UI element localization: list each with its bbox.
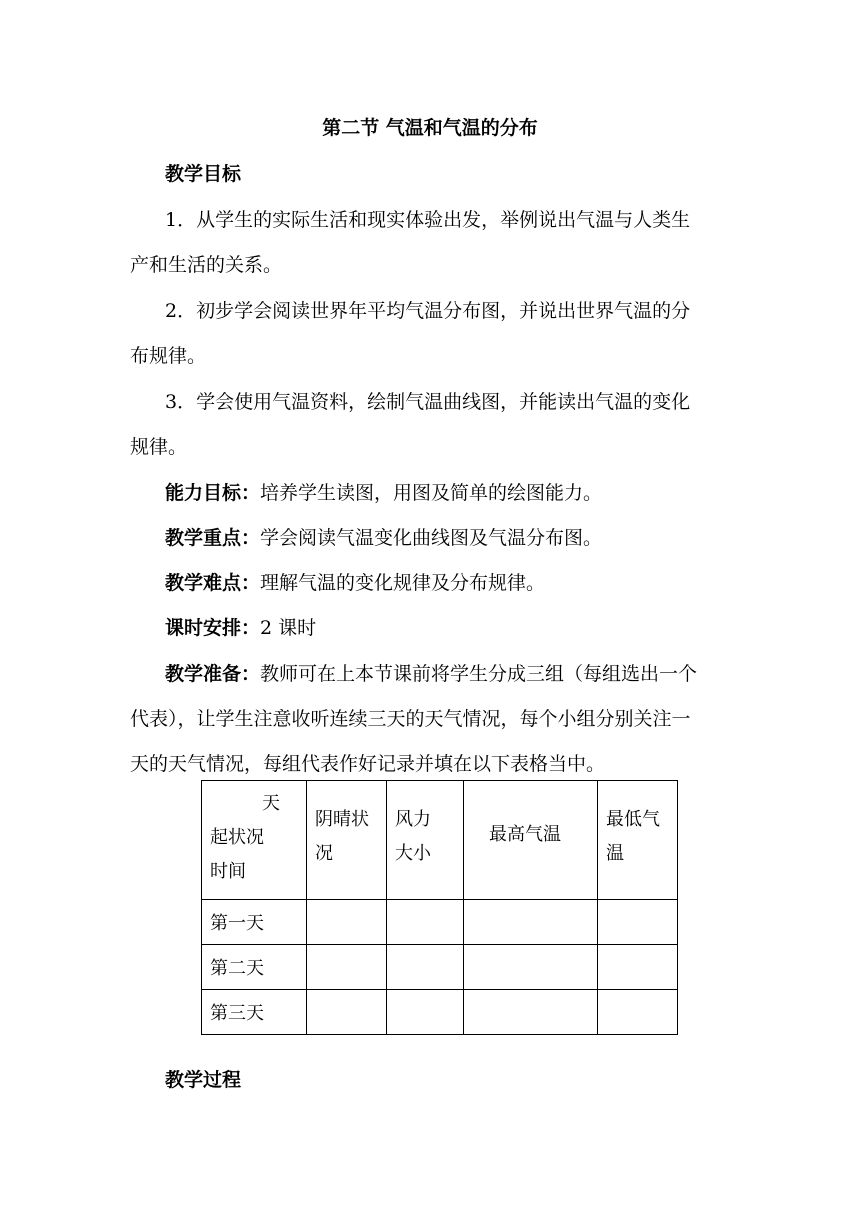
goal-1-line-1: 1．从学生的实际生活和现实体验出发，举例说出气温与人类生: [165, 209, 691, 231]
weather-record-table: [201, 780, 678, 1035]
header-wind: [387, 781, 464, 900]
header-min-line-1: 最低气: [606, 809, 660, 830]
prep-line-1: [165, 660, 697, 688]
table-cell: [387, 900, 464, 945]
table-cell: [598, 945, 678, 990]
ability-goal-label: 能力目标：: [165, 482, 261, 504]
schedule-text: 2 课时: [260, 617, 317, 639]
difficulty-text: 理解气温的变化规律及分布规律。: [260, 572, 546, 594]
schedule: [165, 614, 316, 642]
header-sky-line-1: 阴晴状: [315, 809, 369, 830]
header-sky-condition: [307, 781, 387, 900]
header-corner-cell: [202, 781, 307, 900]
table-cell: [387, 990, 464, 1035]
process-heading: 教学过程: [165, 1069, 242, 1091]
row-day-label: 第一天: [202, 900, 307, 945]
table-cell: [307, 990, 387, 1035]
ability-goal: [165, 479, 602, 507]
row-day-label: 第三天: [202, 990, 307, 1035]
goal-3-line-2: 规律。: [130, 436, 188, 458]
header-wind-line-1: 风力: [395, 809, 431, 830]
table-cell: [387, 945, 464, 990]
table-cell: [464, 990, 598, 1035]
corner-line-1: 天: [262, 793, 280, 814]
table-cell: [464, 945, 598, 990]
schedule-label: 课时安排：: [165, 617, 261, 639]
goal-1-line-2: 产和生活的关系。: [130, 254, 283, 276]
header-max-temp: 最高气温: [464, 781, 598, 900]
prep-label: 教学准备：: [165, 663, 261, 685]
table-row: [202, 990, 678, 1035]
corner-line-2: 起状况: [210, 827, 264, 848]
prep-line-3: 天的天气情况，每组代表作好记录并填在以下表格当中。: [130, 753, 606, 775]
table-row: [202, 945, 678, 990]
goals-heading: 教学目标: [165, 163, 242, 185]
table-cell: [464, 900, 598, 945]
goal-2-line-1: 2．初步学会阅读世界年平均气温分布图，并说出世界气温的分: [165, 300, 691, 322]
header-sky-line-2: 况: [315, 843, 333, 864]
key-point: [165, 524, 602, 552]
key-point-text: 学会阅读气温变化曲线图及气温分布图。: [260, 527, 603, 549]
goal-3-line-1: 3．学会使用气温资料，绘制气温曲线图，并能读出气温的变化: [165, 391, 691, 413]
header-min-temp: [598, 781, 678, 900]
difficulty-label: 教学难点：: [165, 572, 261, 594]
difficulty: [165, 569, 545, 597]
table-cell: [598, 990, 678, 1035]
row-day-label: 第二天: [202, 945, 307, 990]
corner-line-3: 时间: [210, 861, 246, 882]
page-title: 第二节 气温和气温的分布: [322, 117, 538, 139]
key-point-label: 教学重点：: [165, 527, 261, 549]
table-cell: [307, 900, 387, 945]
ability-goal-text: 培养学生读图，用图及简单的绘图能力。: [260, 482, 603, 504]
table-row: [202, 900, 678, 945]
table-cell: [307, 945, 387, 990]
header-min-line-2: 温: [606, 843, 624, 864]
table-header-row: [202, 781, 678, 900]
prep-text-1: 教师可在上本节课前将学生分成三组（每组选出一个: [260, 663, 698, 685]
header-wind-line-2: 大小: [395, 843, 431, 864]
prep-line-2: 代表），让学生注意收听连续三天的天气情况，每个小组分别关注一: [130, 708, 691, 730]
table-cell: [598, 900, 678, 945]
goal-2-line-2: 布规律。: [130, 345, 207, 367]
